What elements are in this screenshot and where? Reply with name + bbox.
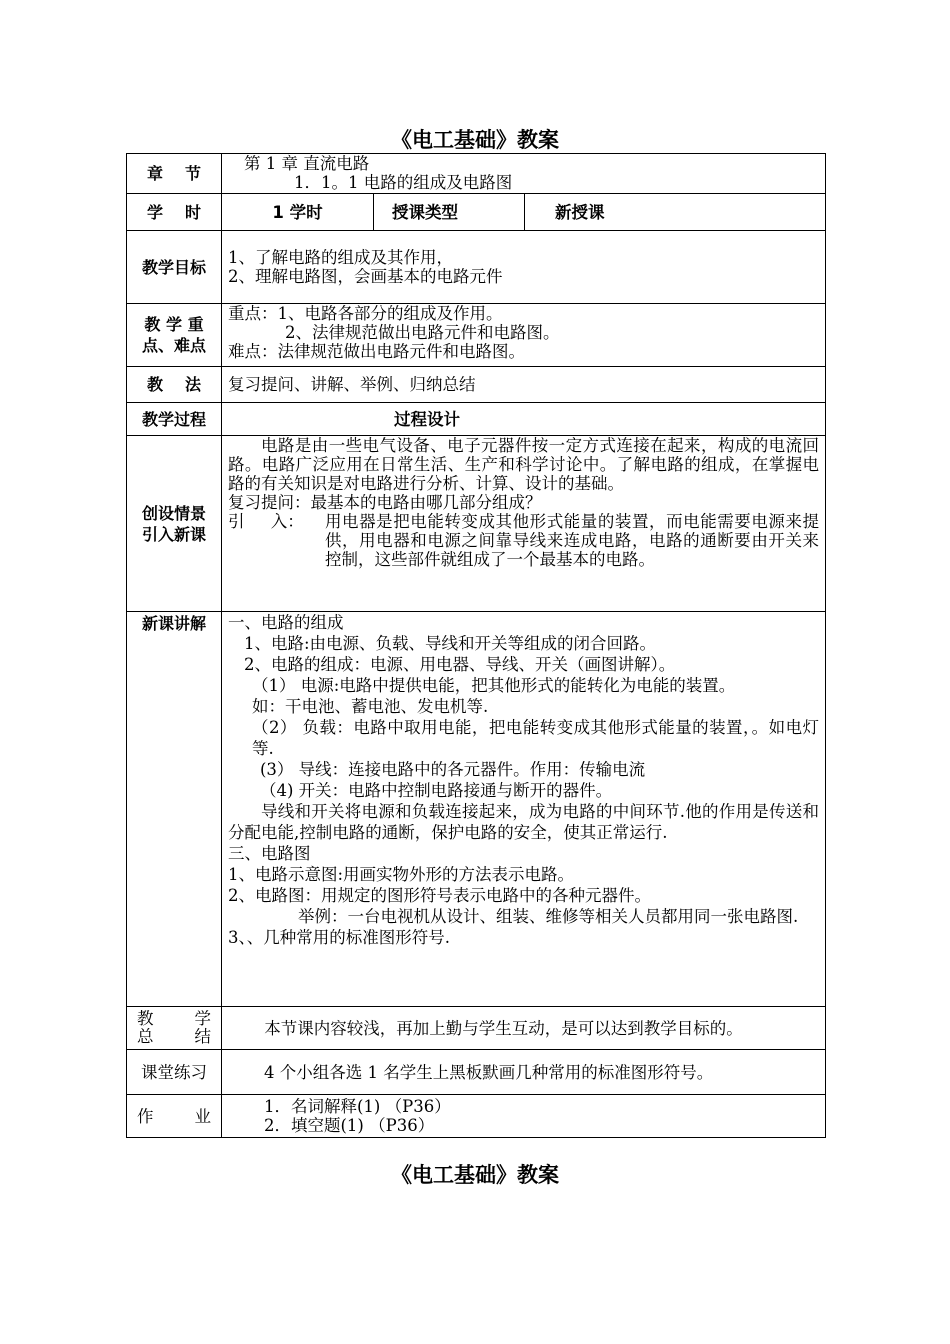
lecture-line: 3、、几种常用的标准图形符号. [228, 928, 450, 947]
lecture-line: 2、电路的组成：电源、用电器、导线、开关（画图讲解）。 [244, 655, 676, 674]
lecture-line: 一、电路的组成 [228, 613, 344, 632]
lead-in-label: 引 入： [228, 512, 304, 531]
label-key-points: 教 学 重 点、难点 [127, 304, 222, 367]
practice-text: 4 个小组各选 1 名学生上黑板默画几种常用的标准图形符号。 [222, 1050, 826, 1095]
lecture-line: （2） 负载：电路中取用电能，把电能转变成其他形式能量的装置，。如电灯等. [252, 718, 820, 758]
lesson-plan-table [126, 153, 826, 1138]
homework-item-1: 1．名词解释(1) （P36） [264, 1097, 451, 1116]
summary-text: 本节课内容较浅，再加上勤与学生互动，是可以达到教学目标的。 [222, 1007, 826, 1050]
label-method: 教 法 [127, 367, 222, 403]
lead-in-text: 用电器是把电能转变成其他形式能量的装置，而电能需要电源来提供，用电器和电源之间靠导线来连成电路，电路的通断要由开关来控制，这些部件就组成了一个最基本的电路。 [325, 512, 820, 569]
label-lecture: 新课讲解 [127, 612, 222, 1007]
row-method [127, 367, 826, 403]
label-goals: 教学目标 [127, 231, 222, 304]
lecture-line: 2、电路图：用规定的图形符号表示电路中的各种元器件。 [228, 886, 651, 905]
homework-cell [222, 1095, 826, 1138]
key-points-cell [222, 304, 826, 367]
label-practice: 课堂练习 [127, 1050, 222, 1095]
lecture-line: 三、电路图 [228, 844, 311, 863]
label-process: 教学过程 [127, 403, 222, 436]
lecture-line: 导线和开关将电源和负载连接起来，成为电路的中间环节.他的作用是传送和分配电能,控制电路的通断，保护电路的安全，使其正常运行. [228, 802, 820, 842]
intro-cell [222, 436, 826, 612]
row-lecture [127, 612, 826, 1007]
row-key-points [127, 304, 826, 367]
lecture-line: 1、电路示意图:用画实物外形的方法表示电路。 [228, 865, 575, 884]
chapter-title: 第 1 章 直流电路 [244, 154, 370, 173]
row-summary [127, 1007, 826, 1050]
row-practice [127, 1050, 826, 1095]
intro-paragraph: 电路是由一些电气设备、电子元器件按一定方式连接在起来，构成的电流回路。电路广泛应用在日常生活、生产和科学讨论中。了解电路的组成，在掌握电路的有关知识是对电路进行分析、计算、设计的基础。 [228, 436, 820, 493]
homework-item-2: 2．填空题(1) （P36） [264, 1116, 435, 1135]
label-intro: 创设情景 引入新课 [127, 436, 222, 612]
type-value: 新授课 [525, 194, 826, 231]
label-hours: 学 时 [127, 194, 222, 231]
lecture-line: （4) 开关：电路中控制电路接通与断开的器件。 [260, 781, 613, 800]
row-chapter [127, 154, 826, 194]
lecture-line: (3） 导线：连接电路中的各元器件。作用：传输电流 [260, 760, 646, 779]
process-value: 过程设计 [222, 403, 826, 436]
row-intro [127, 436, 826, 612]
row-goals [127, 231, 826, 304]
difficulty: 难点：法律规范做出电路元件和电路图。 [228, 342, 525, 361]
method-value: 复习提问、讲解、举例、归纳总结 [222, 367, 826, 403]
goals-cell [222, 231, 826, 304]
label-homework: 作 业 [127, 1095, 222, 1138]
lecture-line: 如：干电池、蓄电池、发电机等. [252, 697, 489, 716]
row-hours [127, 194, 826, 231]
hours-value: 1 学时 [222, 194, 374, 231]
key-point-2: 2、法律规范做出电路元件和电路图。 [285, 323, 560, 342]
review-question: 复习提问：最基本的电路由哪几部分组成？ [228, 493, 542, 512]
goal-2: 2、理解电路图，会画基本的电路元件 [228, 267, 503, 286]
chapter-cell [222, 154, 826, 194]
label-chapter: 章 节 [127, 154, 222, 194]
lecture-cell [222, 612, 826, 1007]
lecture-line: 举例：一台电视机从设计、组装、维修等相关人员都用同一张电路图. [298, 907, 799, 926]
document-title: 《电工基础》教案 [391, 128, 559, 152]
lead-in [228, 512, 819, 569]
type-label: 授课类型 [374, 194, 525, 231]
lecture-line: 1、电路:由电源、负载、导线和开关等组成的闭合回路。 [244, 634, 657, 653]
row-homework [127, 1095, 826, 1138]
next-page-title: 《电工基础》教案 [391, 1163, 559, 1187]
label-summary: 教 学 总 结 [127, 1007, 222, 1050]
key-point-1: 重点：1、电路各部分的组成及作用。 [228, 304, 503, 323]
lecture-line: （1） 电源:电路中提供电能，把其他形式的能转化为电能的装置。 [252, 676, 736, 695]
goal-1: 1、了解电路的组成及其作用， [228, 248, 453, 267]
section-title: 1．1。1 电路的组成及电路图 [294, 173, 513, 192]
row-process [127, 403, 826, 436]
